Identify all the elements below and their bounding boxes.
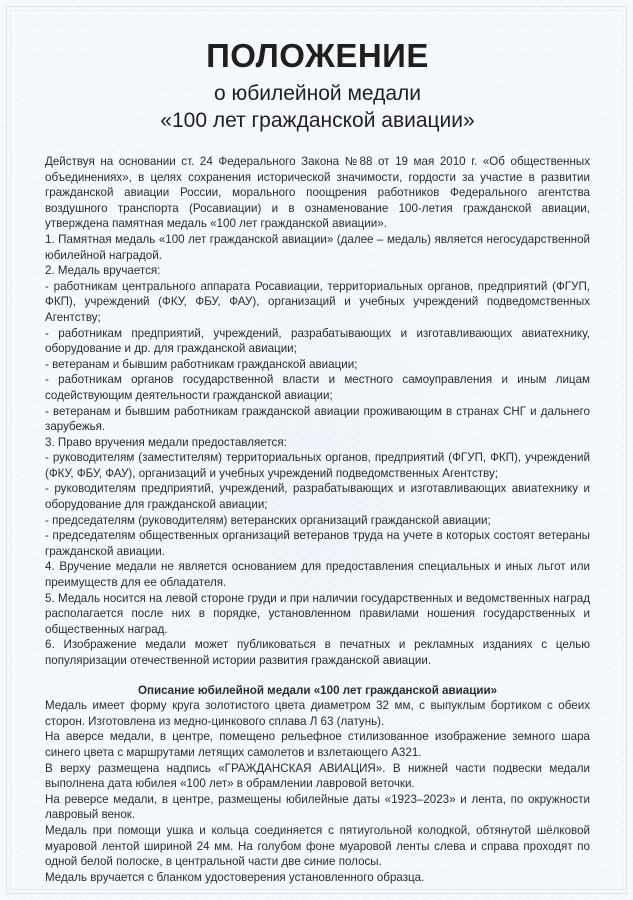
clause-paragraph: 5. Медаль носится на левой стороне груди и при наличии государственных и ведомственных наград располагается после них в порядке, установленном правилами ношения государственных и общественных наград. [45, 591, 590, 636]
list-item: - работникам предприятий, учреждений, разрабатывающих и изготавливающих авиатехнику, оборудование и др. для гражданской авиации; [45, 326, 590, 356]
medal-description [45, 698, 590, 885]
list-item: - работникам органов государственной власти и местного самоуправления и иным лицам содействующим деятельности гражданской авиации; [45, 373, 590, 402]
subtitle-line-2: «100 лет гражданской авиации» [160, 109, 475, 132]
list-item: - руководителям (заместителям) территориальных органов, предприятий (ФГУП, ФКП), учреждений (ФКУ, ФБУ, ФАУ), организаций и учебных учреждений подведомственных Агентству; [45, 451, 590, 480]
regulation-body [45, 154, 590, 669]
clause-paragraph: 6. Изображение медали может публиковаться в печатных и рекламных изданиях с целью популяризации отечественной истории развития гражданской авиации. [45, 638, 590, 667]
subtitle-line-1: о юбилейной медали [213, 82, 422, 105]
list-item: - председателям общественных организаций ветеранов труда на учете в которых состоят ветераны гражданской авиации. [45, 529, 590, 558]
list-item: - председателям (руководителям) ветеранских организаций гражданской авиации; [45, 513, 491, 527]
clause-paragraph: 2. Медаль вручается: [45, 264, 161, 278]
list-item: - руководителям предприятий, учреждений, разрабатывающих и изготавливающих авиатехнику и оборудование для гражданской авиации; [45, 482, 590, 512]
page-title: ПОЛОЖЕНИЕ [206, 37, 429, 74]
description-paragraph: Медаль при помощи ушка и кольца соединяется с пятиугольной колодкой, обтянутой шёлковой муаровой лентой шириной 24 мм. На голубом фоне муаровой ленты слева и справа проходят по одной белой полоске, в центральной части две синие полосы. [45, 823, 590, 869]
clause-paragraph: 1. Памятная медаль «100 лет гражданской авиации» (далее – медаль) является негосударственной юбилейной наградой. [45, 232, 590, 262]
description-paragraph: Медаль имеет форму круга золотистого цвета диаметром 32 мм, с выпуклым бортиком с обеих сторон. Изготовлена из медно-цинкового сплава Л 63 (латунь). [45, 699, 590, 728]
description-heading: Описание юбилейной медали «100 лет гражданской авиации» [137, 683, 498, 697]
clause-paragraph: 3. Право вручения медали предоставляется: [45, 435, 287, 449]
description-paragraph: На реверсе медали, в центре, размещены юбилейные даты «1923–2023» и лента, по окружности лавровый венок. [45, 792, 590, 822]
list-item: - ветеранам и бывшим работникам гражданской авиации проживающим в странах СНГ и дальнего зарубежья. [45, 404, 590, 434]
description-paragraph: На аверсе медали, в центре, помещено рельефное стилизованное изображение земного шара синего цвета с маршрутами летящих самолетов и взлетающего А321. [45, 730, 590, 759]
clause-paragraph: 4. Вручение медали не является основанием для предоставления специальных и иных льгот или преимуществ для ее обладателя. [45, 560, 590, 590]
description-paragraph: Медаль вручается с бланком удостоверения установленного образца. [45, 870, 425, 884]
preamble-paragraph: Действуя на основании ст. 24 Федерального Закона №88 от 19 мая 2010 г. «Об общественных объединениях», в целях сохранения исторической значимости, гордости за участие в развитии гражданской авиации России, морального поощрения работников Федерального агентства воздушного транспорта (Росавиации) и в ознаменование 100-летия гражданской авиации, утверждена памятная медаль «100 лет гражданской авиации». [45, 155, 590, 231]
description-paragraph: В верху размещена надпись «ГРАЖДАНСКАЯ АВИАЦИЯ». В нижней части подвески медали выполнена дата юбилея «100 лет» в обрамлении лавровой веточки. [45, 761, 590, 791]
list-item: - работникам центрального аппарата Росавиации, территориальных органов, предприятий (ФГУП, ФКП), учреждений (ФКУ, ФБУ, ФАУ), организаций и учебных учреждений подведомственных Агентству; [45, 279, 590, 324]
list-item: - ветеранам и бывшим работникам гражданской авиации; [45, 357, 358, 371]
document-content [45, 36, 590, 885]
